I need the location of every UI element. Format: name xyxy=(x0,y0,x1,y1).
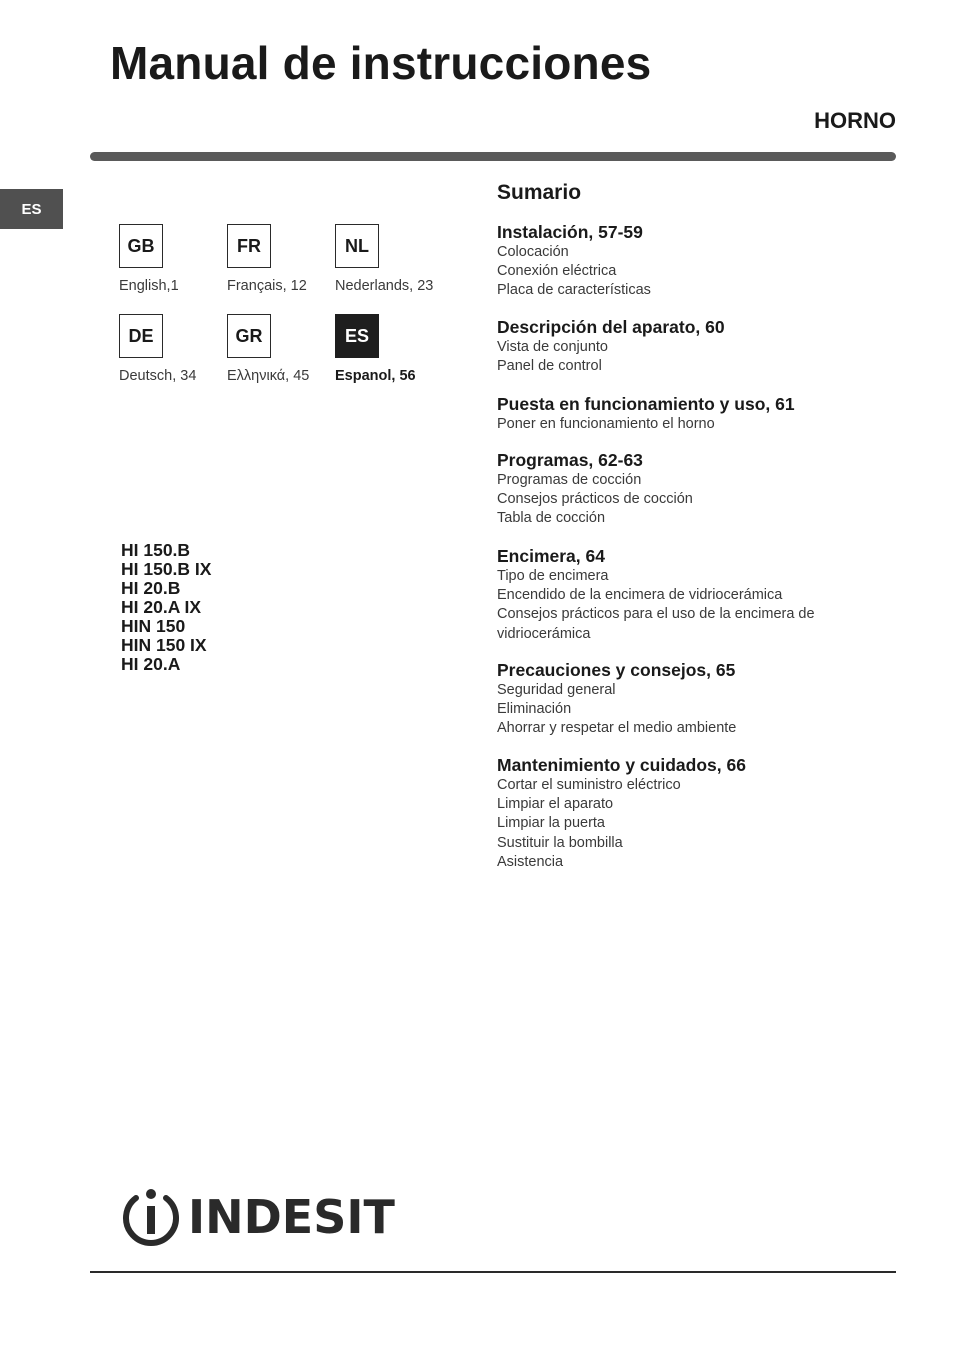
toc-item: Panel de control xyxy=(497,358,602,375)
model-item: HI 20.B xyxy=(121,578,181,598)
toc-section-title: Mantenimiento y cuidados, 66 xyxy=(497,755,746,775)
toc-item: Limpiar el aparato xyxy=(497,796,614,813)
toc-section-title: Precauciones y consejos, 65 xyxy=(497,660,736,680)
toc-item: Placa de características xyxy=(497,282,651,299)
model-item: HI 150.B IX xyxy=(121,559,212,579)
language-code-box: DE xyxy=(119,314,163,358)
language-nl xyxy=(335,224,455,294)
indesit-i-logo-icon xyxy=(120,1186,182,1248)
model-item: HI 20.A xyxy=(121,654,181,674)
product-type: HORNO xyxy=(814,108,896,133)
language-code-box: NL xyxy=(335,224,379,268)
language-label-active: Espanol, 56 xyxy=(335,368,416,384)
toc-item: Tabla de cocción xyxy=(497,510,606,527)
toc-item: Encendido de la encimera de vidriocerámica xyxy=(497,587,783,604)
toc-item: Consejos prácticos de cocción xyxy=(497,491,693,508)
language-de xyxy=(119,314,239,384)
toc-item: Cortar el suministro eléctrico xyxy=(497,777,681,793)
toc-item: Tipo de encimera xyxy=(497,568,609,584)
language-label: Français, 12 xyxy=(227,278,307,294)
toc-section-title: Descripción del aparato, 60 xyxy=(497,317,725,337)
toc-item: Eliminación xyxy=(497,701,572,718)
language-label: Ελληνικά, 45 xyxy=(227,368,310,384)
toc-item: Seguridad general xyxy=(497,682,616,698)
toc-item: Asistencia xyxy=(497,853,564,870)
toc-heading: Sumario xyxy=(497,181,582,204)
toc-section-title: Encimera, 64 xyxy=(497,546,605,566)
toc-section-descripcion xyxy=(497,317,857,376)
page-title: Manual de instrucciones xyxy=(110,37,652,89)
top-divider xyxy=(90,152,896,161)
toc-item: Limpiar la puerta xyxy=(497,815,605,832)
language-gb xyxy=(119,224,239,294)
toc-item: Programas de cocción xyxy=(497,472,642,488)
model-item: HIN 150 IX xyxy=(121,635,207,655)
language-code-box: FR xyxy=(227,224,271,268)
model-item: HI 20.A IX xyxy=(121,597,202,617)
toc-item: Sustituir la bombilla xyxy=(497,834,623,851)
bottom-divider xyxy=(90,1271,896,1273)
language-gr xyxy=(227,314,347,384)
toc-item: vidriocerámica xyxy=(497,625,591,642)
toc-section-precauciones xyxy=(497,660,857,739)
toc-section-title: Puesta en funcionamiento y uso, 61 xyxy=(497,394,795,414)
toc-section-mantenimiento xyxy=(497,755,857,872)
toc-item: Consejos prácticos para el uso de la encimera de xyxy=(497,606,815,623)
language-fr xyxy=(227,224,347,294)
model-list xyxy=(121,541,211,674)
toc-item: Poner en funcionamiento el horno xyxy=(497,416,715,432)
model-item: HIN 150 xyxy=(121,616,186,636)
language-label: Deutsch, 34 xyxy=(119,368,197,384)
toc-item: Colocación xyxy=(497,244,569,260)
language-code-box-active: ES xyxy=(335,314,379,358)
toc-section-title: Instalación, 57-59 xyxy=(497,222,643,242)
toc-section-puesta xyxy=(497,394,857,434)
language-label: Nederlands, 23 xyxy=(335,278,434,294)
language-es xyxy=(335,314,455,384)
brand-logo xyxy=(120,1186,395,1248)
toc-section-programas xyxy=(497,450,857,529)
toc-item: Conexión eléctrica xyxy=(497,263,617,280)
toc-item: Ahorrar y respetar el medio ambiente xyxy=(497,720,737,737)
language-side-tab: ES xyxy=(0,189,63,229)
toc-section-encimera xyxy=(497,546,857,644)
toc-section-instalacion xyxy=(497,222,857,301)
language-label: English,1 xyxy=(119,278,179,294)
toc-section-title: Programas, 62-63 xyxy=(497,450,643,470)
toc-item: Vista de conjunto xyxy=(497,339,608,355)
language-code-box: GR xyxy=(227,314,271,358)
model-item: HI 150.B xyxy=(121,540,191,560)
brand-wordmark: INDESIT xyxy=(188,1190,395,1244)
language-code-box: GB xyxy=(119,224,163,268)
